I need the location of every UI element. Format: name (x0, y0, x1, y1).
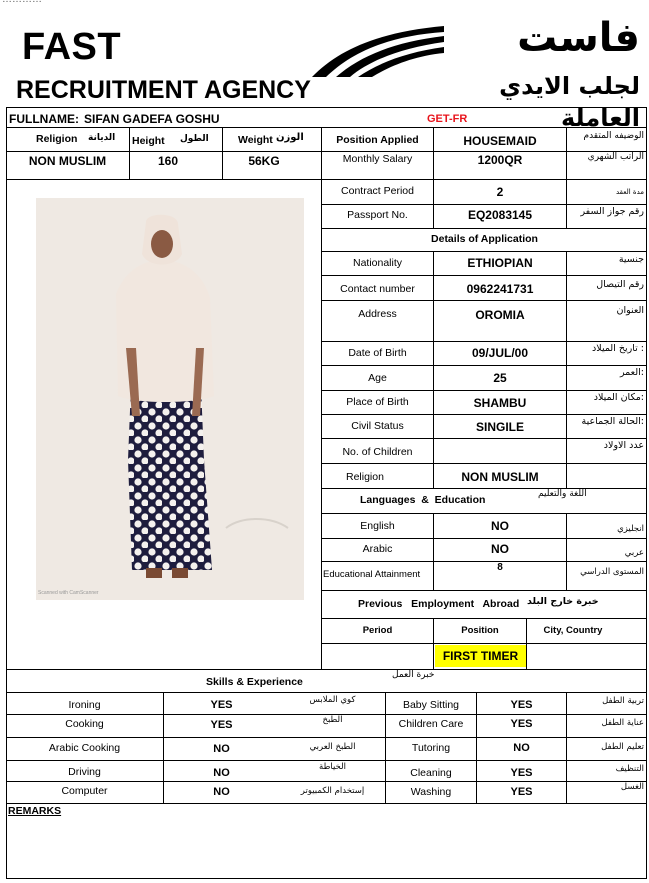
weight-value: 56KG (248, 154, 280, 168)
education-value: 8 (497, 562, 503, 573)
skill-cooking-ar: الطبخ (322, 715, 343, 725)
arabic-value: NO (491, 542, 509, 556)
address-ar: العنوان (616, 305, 644, 316)
skill-ironing-label: Ironing (68, 699, 101, 711)
weight-label-ar: الوزن (276, 132, 304, 143)
contract-label: Contract Period (341, 185, 414, 197)
employment-col-period: Period (362, 625, 393, 636)
skill-washing-ar: الغسل (620, 782, 644, 792)
skill-tutoring-label: Tutoring (411, 742, 451, 754)
education-label: Educational Attainment (323, 569, 421, 580)
age-value: 25 (493, 371, 507, 385)
skill-ironing-ar: كوي الملابس (309, 695, 356, 705)
fullname-label: FULLNAME: (9, 112, 79, 126)
brand-title-arabic: فاست (517, 15, 640, 61)
position-value: HOUSEMAID (463, 134, 537, 148)
nationality-label: Nationality (352, 257, 403, 269)
skill-arabic-cooking-value: NO (213, 743, 230, 755)
birthplace-value: SHAMBU (473, 396, 527, 410)
skill-washing-label: Washing (410, 786, 452, 798)
height-label-ar: الطول (180, 134, 209, 144)
height-label: Height (132, 135, 165, 147)
position-label: Position Applied (336, 134, 419, 146)
age-label: Age (368, 372, 387, 384)
skill-baby-sitting-ar: تربية الطفل (602, 696, 644, 706)
agency-logo (308, 22, 446, 80)
religion-label-ar: الديانة (88, 133, 116, 143)
skill-computer-ar: إستخدام الكمبيوتر (300, 786, 365, 796)
english-label: English (360, 520, 395, 532)
skill-computer-value: NO (213, 786, 230, 798)
passport-label: Passport No. (347, 209, 408, 221)
position-ar: الوضيفه المتقدم (583, 131, 644, 141)
skill-cooking-value: YES (210, 719, 233, 731)
passport-ar: رقم جواز السفر (580, 206, 644, 217)
weight-label: Weight (238, 134, 273, 146)
skill-driving-label: Driving (68, 766, 101, 778)
arabic-ar: عربي (624, 548, 644, 558)
children-ar: عدد الاولاد (603, 440, 644, 451)
skill-tutoring-ar: تعليم الطفل (601, 742, 644, 752)
salary-value: 1200QR (477, 153, 523, 167)
top-marks (2, 0, 42, 5)
passport-value: EQ2083145 (467, 208, 533, 222)
fullname-value: SIFAN GADEFA GOSHU (84, 112, 220, 126)
photo-caption: Scanned with CamScanner (38, 590, 99, 596)
skills-title-ar: خبرة العمل (392, 670, 435, 680)
birthplace-label: Place of Birth (346, 396, 409, 408)
skill-cleaning-value: YES (510, 767, 533, 779)
brand-subtitle-arabic: لجلب الايدي العاملة (499, 72, 640, 132)
skill-children-care-ar: عناية الطفل (601, 718, 644, 728)
address-label: Address (358, 308, 397, 320)
skill-ironing-value: YES (210, 699, 233, 711)
dob-ar: تاريخ الميلاد : (592, 343, 644, 354)
skill-baby-sitting-label: Baby Sitting (402, 699, 460, 711)
english-ar: انجليزي (617, 524, 644, 534)
contact-label: Contact number (340, 283, 415, 295)
age-ar: العمر: (619, 367, 644, 378)
skill-washing-value: YES (510, 786, 533, 798)
employment-col-city: City, Country (543, 625, 603, 636)
nationality-ar: جنسية (618, 254, 644, 265)
skill-children-care-label: Children Care (398, 718, 464, 730)
employment-col-position: Position (461, 625, 499, 636)
civil-status-value: SINGILE (475, 420, 524, 434)
skill-tutoring-value: NO (513, 742, 530, 754)
religion-value: NON MUSLIM (28, 154, 107, 168)
contract-ar: مدة العقد (616, 188, 644, 196)
skill-baby-sitting-value: YES (510, 699, 533, 711)
employment-title: Previous Employment Abroad (358, 598, 520, 610)
english-value: NO (491, 519, 509, 533)
skill-cleaning-ar: التنظيف (615, 764, 644, 774)
education-ar: المستوى الدراسي (580, 567, 644, 577)
religion-detail-value: NON MUSLIM (461, 470, 539, 484)
salary-label: Monthly Salary (342, 153, 413, 165)
religion-detail-label: Religion (346, 471, 384, 483)
skill-cleaning-label: Cleaning (410, 767, 452, 779)
languages-title-ar: اللغة والتعليم (538, 489, 587, 499)
height-value: 160 (157, 154, 179, 168)
children-label: No. of Children (342, 446, 413, 458)
civil-status-label: Civil Status (351, 420, 404, 432)
dob-label: Date of Birth (348, 347, 407, 359)
applicant-photo (36, 198, 304, 600)
first-timer-badge: FIRST TIMER (435, 645, 526, 667)
nationality-value: ETHIOPIAN (467, 256, 533, 270)
brand-title: FAST (22, 26, 122, 68)
skill-driving-ar: الخياطة (319, 762, 346, 772)
skill-driving-value: NO (213, 767, 230, 779)
employment-title-ar: خبرة خارج البلد (527, 596, 599, 607)
religion-label: Religion (36, 133, 78, 145)
languages-title: Languages & Education (360, 494, 486, 506)
skill-arabic-cooking-ar: الطبخ العربي (309, 742, 356, 752)
skill-arabic-cooking-label: Arabic Cooking (48, 742, 121, 754)
reference-code: GET-FR (427, 113, 468, 125)
dob-value: 09/JUL/00 (471, 346, 529, 360)
skill-cooking-label: Cooking (65, 718, 104, 730)
salary-ar: الراتب الشهري (587, 152, 644, 162)
brand-subtitle: RECRUITMENT AGENCY (16, 76, 311, 104)
address-value: OROMIA (475, 308, 525, 322)
contact-ar: رقم التيصال (596, 279, 644, 290)
birthplace-ar: مكان الميلاد: (593, 392, 644, 403)
skill-computer-label: Computer (61, 785, 108, 797)
contact-value: 0962241731 (466, 282, 534, 296)
skill-children-care-value: YES (510, 718, 533, 730)
remarks-label: REMARKS (8, 805, 62, 817)
contract-value: 2 (496, 185, 504, 199)
details-title: Details of Application (431, 233, 538, 245)
skills-title: Skills & Experience (206, 676, 303, 688)
arabic-label: Arabic (362, 543, 393, 555)
civil-status-ar: الحالة الجماعية: (581, 416, 644, 427)
